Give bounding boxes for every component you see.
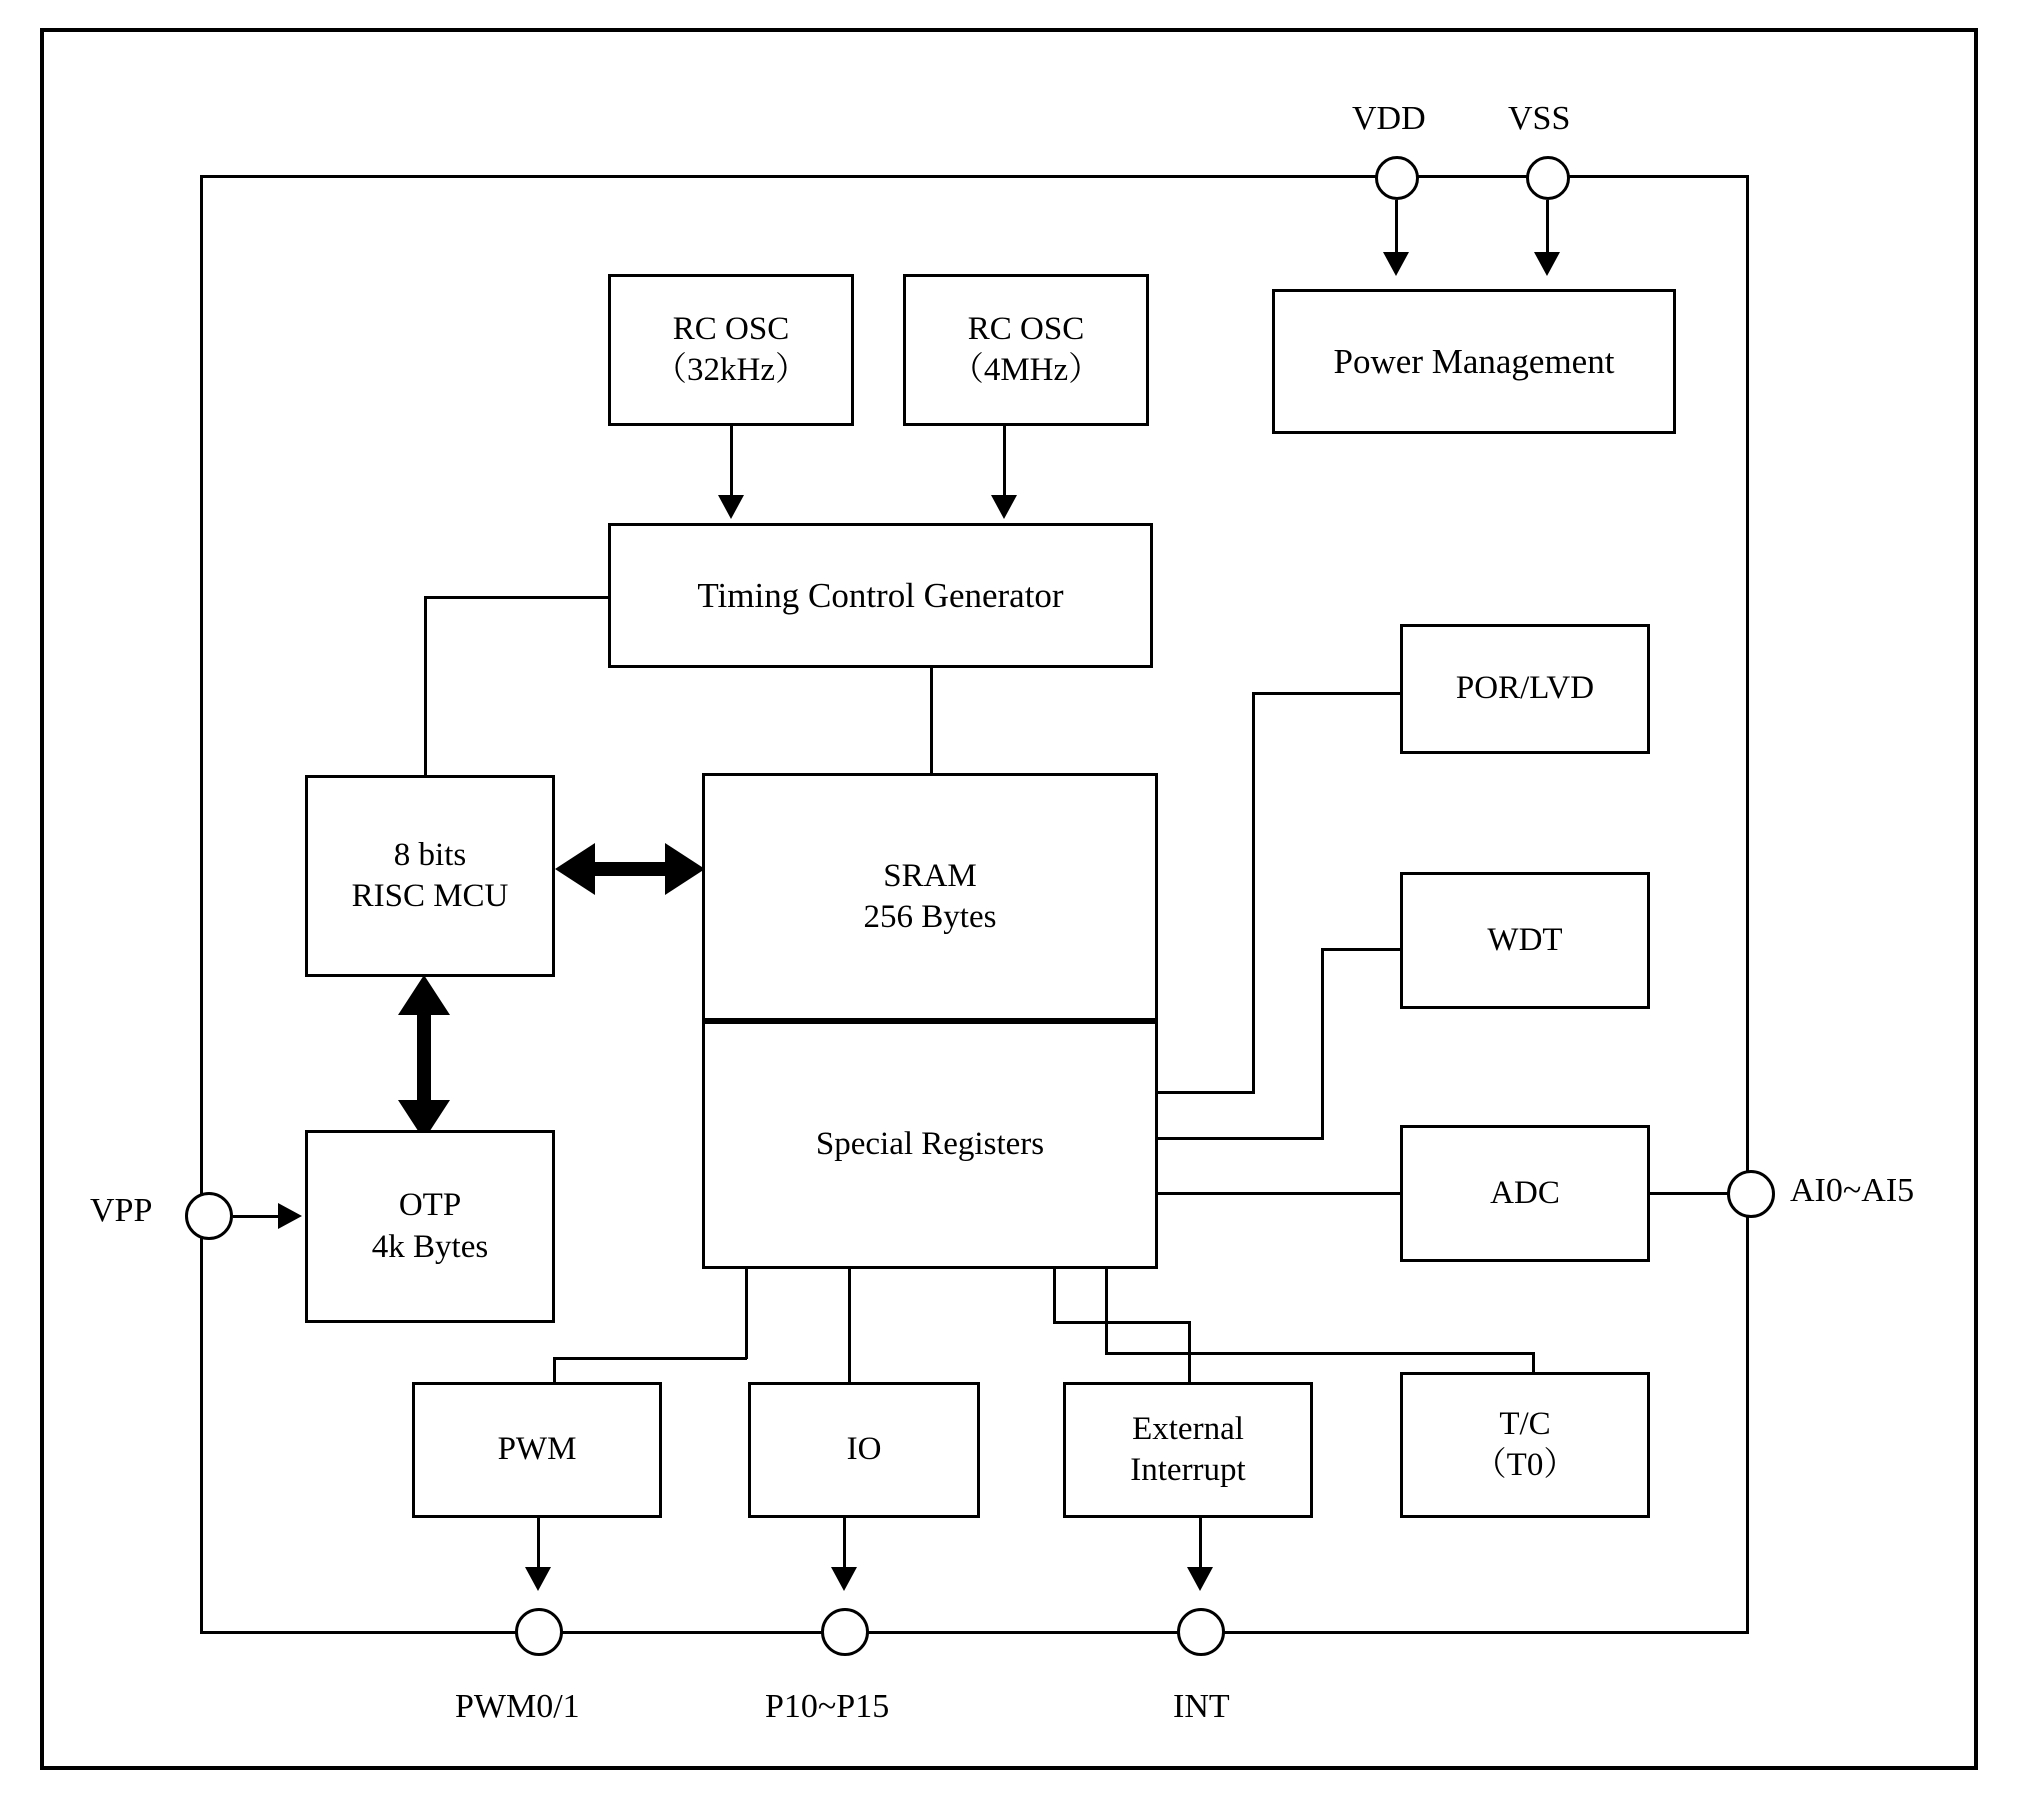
- chip-boundary-bottom: [200, 1631, 1749, 1634]
- block-rc-osc-32khz-line2: （32kHz）: [654, 352, 808, 388]
- arrow-io-to-pin: [831, 1567, 857, 1591]
- wire-osc32k-to-timing: [730, 426, 733, 501]
- pin-p10-p15[interactable]: [821, 1608, 869, 1656]
- wire-timing-to-mcu-v: [424, 596, 427, 777]
- block-timing-control-generator[interactable]: [608, 523, 1153, 668]
- block-risc-mcu-line2: RISC MCU: [351, 878, 509, 914]
- block-sram-line2: 256 Bytes: [863, 899, 997, 935]
- wire-timing-to-mcu-h: [424, 596, 610, 599]
- wire-sr-to-porlvd-v: [1252, 692, 1255, 1094]
- block-adc[interactable]: [1400, 1125, 1650, 1262]
- wire-sr-to-wdt-h1: [1155, 1137, 1324, 1140]
- block-timer-counter-line2: （T0）: [1473, 1447, 1577, 1483]
- pin-label-vpp: VPP: [90, 1192, 153, 1229]
- pin-pwm0-1[interactable]: [515, 1608, 563, 1656]
- pin-label-p10-p15: P10~P15: [765, 1688, 890, 1725]
- pin-ai0-ai5[interactable]: [1727, 1170, 1775, 1218]
- block-por-lvd-label: POR/LVD: [1455, 670, 1595, 707]
- block-otp-line1: OTP: [398, 1187, 462, 1224]
- wire-osc4m-to-timing: [1003, 426, 1006, 501]
- block-io-label: IO: [846, 1431, 882, 1468]
- bus-arrow-to-sram: [665, 843, 705, 895]
- arrow-vss-to-power: [1534, 252, 1560, 276]
- arrow-extint-to-pin: [1187, 1567, 1213, 1591]
- wire-pwm-to-pin: [537, 1518, 540, 1573]
- block-risc-mcu-line1: 8 bits: [393, 836, 467, 873]
- arrow-vdd-to-power: [1383, 252, 1409, 276]
- block-otp[interactable]: [305, 1130, 555, 1323]
- pin-vdd[interactable]: [1375, 156, 1419, 200]
- wire-sr-to-adc: [1155, 1192, 1403, 1195]
- block-por-lvd[interactable]: [1400, 624, 1650, 754]
- wire-timing-to-sram: [930, 668, 933, 773]
- block-risc-mcu[interactable]: [305, 775, 555, 977]
- pin-int[interactable]: [1177, 1608, 1225, 1656]
- pin-label-vdd: VDD: [1352, 100, 1426, 137]
- block-sram[interactable]: [702, 773, 1158, 1021]
- block-pwm-label: PWM: [497, 1431, 577, 1468]
- block-rc-osc-32khz-line1: RC OSC: [672, 310, 790, 347]
- block-power-management-label: Power Management: [1333, 341, 1615, 381]
- wire-sr-to-porlvd-h1: [1155, 1091, 1255, 1094]
- block-external-interrupt[interactable]: [1063, 1382, 1313, 1518]
- block-sram-line1: SRAM: [883, 857, 977, 894]
- chip-boundary-top: [200, 175, 1749, 178]
- block-timer-counter-line1: T/C: [1499, 1405, 1551, 1442]
- bus-arrow-to-mcu: [555, 843, 595, 895]
- wire-sr-to-extint-v1: [1053, 1269, 1056, 1324]
- wire-sr-to-io: [848, 1269, 851, 1382]
- arrow-osc32k-to-timing: [718, 495, 744, 519]
- wire-sr-to-tc-h: [1105, 1352, 1535, 1355]
- block-pwm[interactable]: [412, 1382, 662, 1518]
- pin-label-pwm0-1: PWM0/1: [455, 1688, 580, 1725]
- block-timer-counter[interactable]: [1400, 1372, 1650, 1518]
- arrow-pwm-to-pin: [525, 1567, 551, 1591]
- block-adc-label: ADC: [1490, 1174, 1560, 1211]
- wire-sr-to-tc-v1: [1105, 1269, 1108, 1354]
- wire-extint-to-pin: [1199, 1518, 1202, 1573]
- pin-label-ai0-ai5: AI0~AI5: [1790, 1172, 1915, 1209]
- block-otp-line2: 4k Bytes: [371, 1228, 489, 1265]
- wire-adc-to-ai-pins: [1650, 1192, 1732, 1195]
- bus-arrow-to-mcu-up: [398, 975, 450, 1015]
- wire-sr-to-pwm-v2: [553, 1357, 556, 1382]
- chip-boundary-right: [1746, 175, 1749, 1634]
- wire-vss-to-power: [1546, 200, 1549, 258]
- bus-mcu-sram: [590, 862, 672, 876]
- chip-boundary-left: [200, 175, 203, 1634]
- pin-vss[interactable]: [1526, 156, 1570, 200]
- block-io[interactable]: [748, 1382, 980, 1518]
- block-rc-osc-4mhz-line1: RC OSC: [967, 310, 1085, 347]
- block-rc-osc-32khz[interactable]: [608, 274, 854, 426]
- block-timing-control-generator-label: Timing Control Generator: [697, 575, 1064, 615]
- wire-io-to-pin: [843, 1518, 846, 1573]
- block-external-interrupt-line1: External: [1132, 1410, 1244, 1447]
- wire-sr-to-pwm-h: [553, 1357, 747, 1360]
- pin-label-int: INT: [1173, 1688, 1230, 1725]
- arrow-vpp-to-otp: [278, 1203, 302, 1229]
- wire-sr-to-wdt-h2: [1321, 948, 1403, 951]
- block-power-management[interactable]: [1272, 289, 1676, 434]
- bus-mcu-otp: [417, 1010, 431, 1106]
- wire-vpp-to-otp: [233, 1215, 279, 1218]
- block-rc-osc-4mhz[interactable]: [903, 274, 1149, 426]
- block-wdt[interactable]: [1400, 872, 1650, 1009]
- block-rc-osc-4mhz-line2: （4MHz）: [950, 352, 1102, 388]
- wire-vdd-to-power: [1395, 200, 1398, 258]
- block-special-registers-label: Special Registers: [815, 1126, 1045, 1163]
- pin-vpp[interactable]: [185, 1192, 233, 1240]
- block-wdt-label: WDT: [1487, 921, 1563, 958]
- wire-sr-to-extint-h: [1053, 1321, 1191, 1324]
- block-external-interrupt-line2: Interrupt: [1130, 1452, 1246, 1488]
- block-special-registers[interactable]: [702, 1021, 1158, 1269]
- wire-sr-to-wdt-v: [1321, 948, 1324, 1140]
- wire-sr-to-pwm-v1: [745, 1269, 748, 1359]
- wire-sr-to-porlvd-h2: [1252, 692, 1403, 695]
- arrow-osc4m-to-timing: [991, 495, 1017, 519]
- pin-label-vss: VSS: [1508, 100, 1571, 137]
